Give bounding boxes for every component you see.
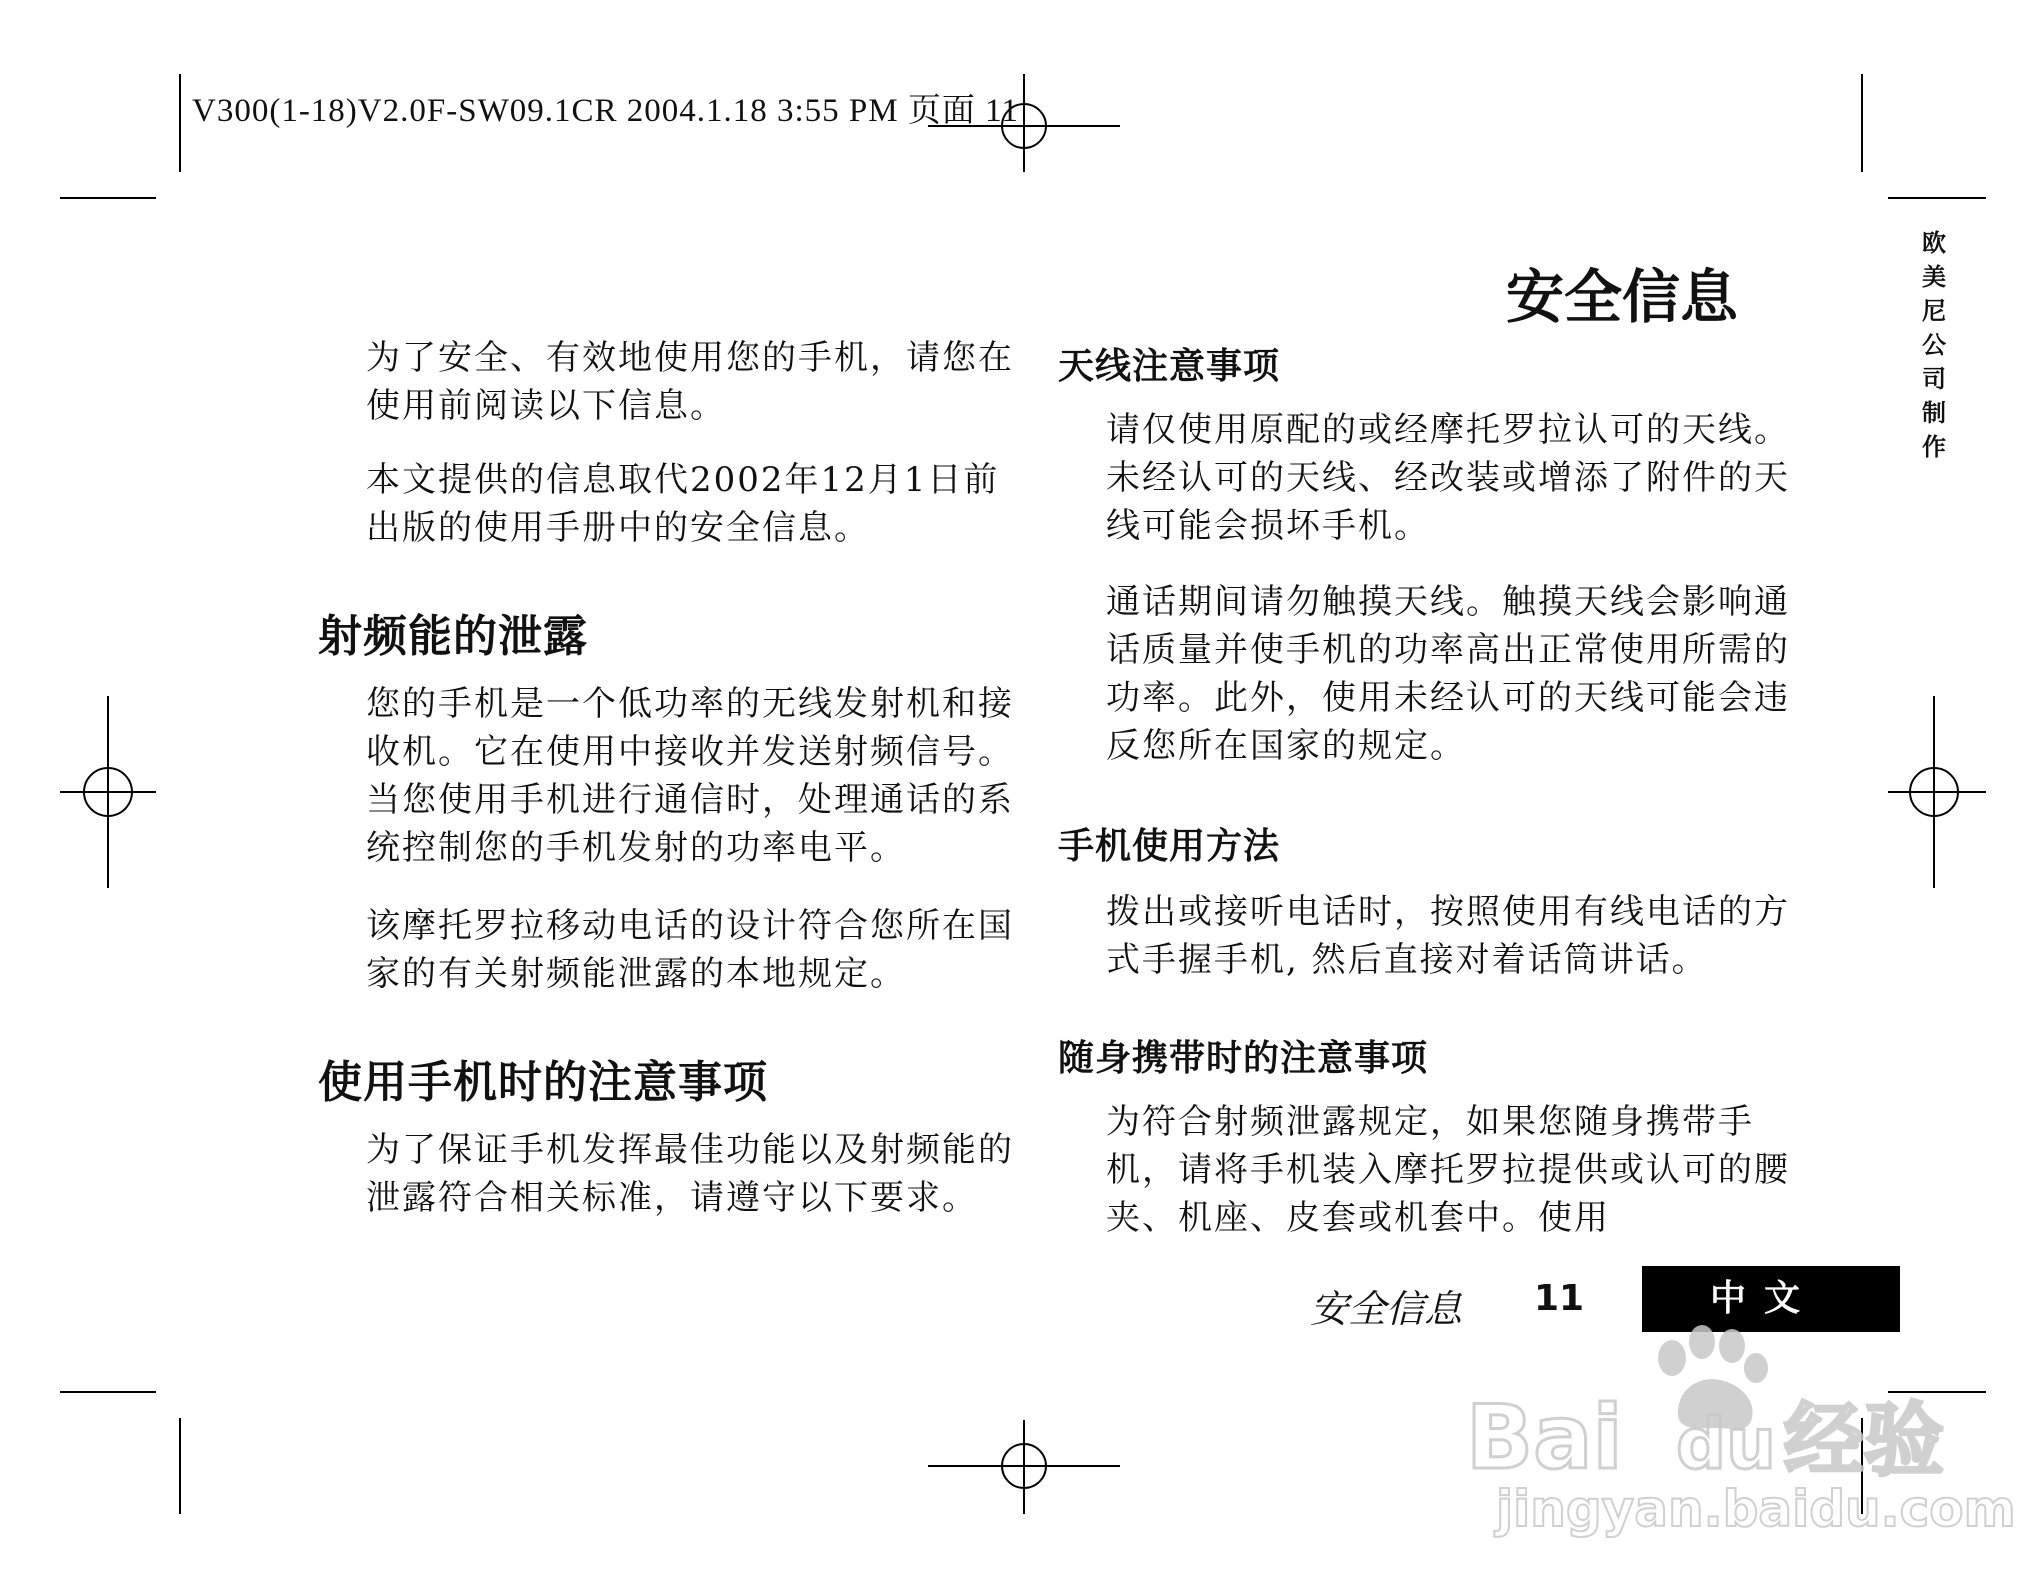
rf-paragraph-2: 该摩托罗拉移动电话的设计符合您所在国家的有关射频能泄露的本地规定。: [366, 906, 1014, 994]
language-tab: 中文: [1642, 1266, 1900, 1332]
section-heading-rf-exposure: 射频能的泄露: [318, 611, 588, 662]
svg-text:Bai: Bai: [1466, 1386, 1623, 1489]
rf-paragraph-1: 您的手机是一个低功率的无线发射机和接收机。它在使用中接收并发送射频信号。当您使用手机进行通信时，处理通话的系统控制您的手机发射的功率电平。: [366, 684, 1014, 868]
side-vertical-label: 欧美尼公司制作: [1922, 229, 1946, 461]
footer-page-number: 11: [1534, 1278, 1585, 1319]
baidu-jingyan-watermark: [1440, 1300, 2016, 1540]
intro-paragraph-2: 本文提供的信息取代2002年12月1日前出版的使用手册中的安全信息。: [366, 460, 1000, 548]
svg-text:du: du: [1676, 1403, 1776, 1485]
usage-paragraph-1: 为了保证手机发挥最佳功能以及射频能的泄露符合相关标准，请遵守以下要求。: [366, 1130, 1014, 1218]
footer-section-name: 安全信息: [1310, 1287, 1463, 1331]
antenna-paragraph-2: 通话期间请勿触摸天线。触摸天线会影响通话质量并使手机的功率高出正常使用所需的功率。此外，使用未经认可的天线可能会违反您所在国家的规定。: [1106, 582, 1790, 766]
page-title: 安全信息: [1505, 263, 1738, 331]
section-heading-antenna: 天线注意事项: [1058, 346, 1281, 387]
section-heading-body-worn: 随身携带时的注意事项: [1058, 1038, 1429, 1079]
intro-paragraph-1: 为了安全、有效地使用您的手机，请您在使用前阅读以下信息。: [366, 338, 1014, 426]
print-slug-line: V300(1-18)V2.0F-SW09.1CR 2004.1.18 3:55 PM 页面 11: [192, 93, 1019, 129]
section-heading-usage-precautions: 使用手机时的注意事项: [318, 1057, 768, 1108]
antenna-paragraph-1: 请仅使用原配的或经摩托罗拉认可的天线。未经认可的天线、经改装或增添了附件的天线可能会损坏手机。: [1106, 410, 1790, 546]
operation-paragraph-1: 拨出或接听电话时，按照使用有线电话的方式手握手机, 然后直接对着话筒讲话。: [1106, 892, 1790, 980]
section-heading-phone-operation: 手机使用方法: [1058, 826, 1281, 867]
svg-text:jingyan.baidu.com: jingyan.baidu.com: [1496, 1480, 2016, 1538]
carry-paragraph-1: 为符合射频泄露规定，如果您随身携带手机，请将手机装入摩托罗拉提供或认可的腰夹、机座、皮套或机套中。使用: [1106, 1102, 1790, 1238]
svg-text:经验: 经验: [1784, 1394, 1944, 1487]
